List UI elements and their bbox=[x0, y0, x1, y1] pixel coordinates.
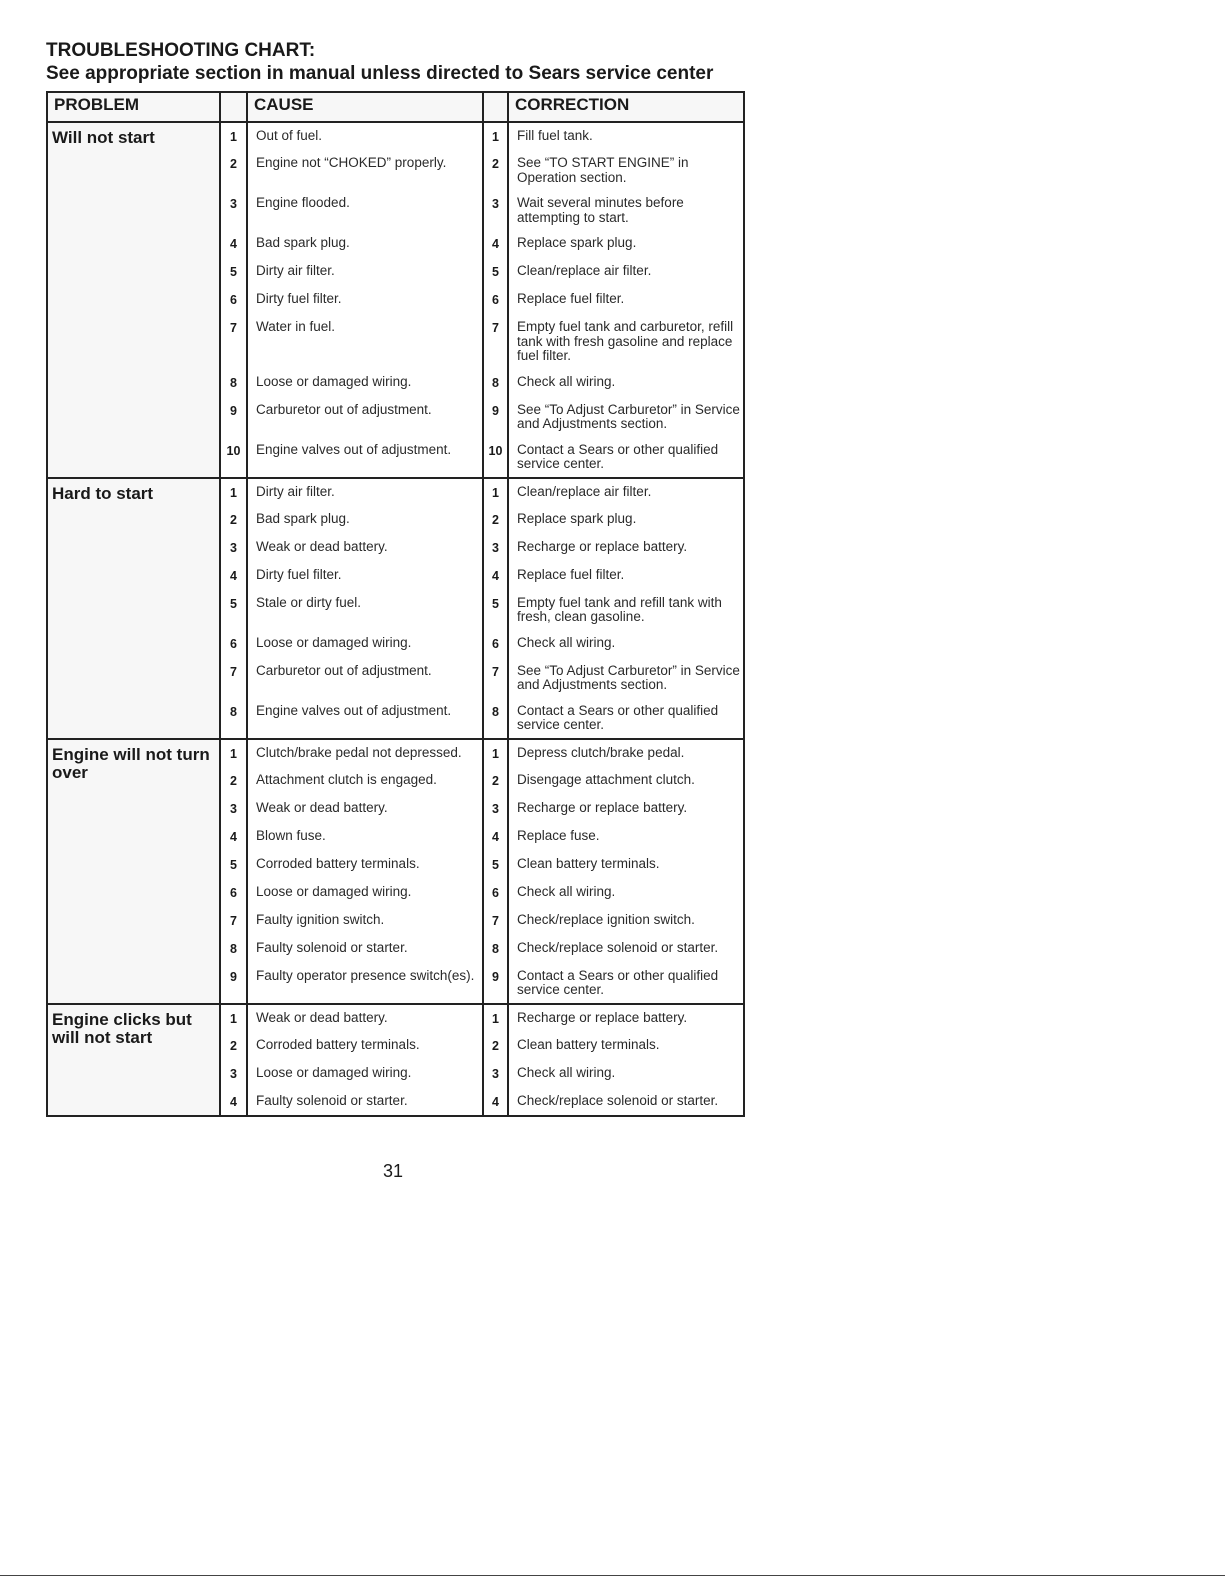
cause-cell: Attachment clutch is engaged. bbox=[247, 767, 483, 795]
cause-number: 5 bbox=[220, 590, 247, 630]
correction-number: 5 bbox=[483, 258, 508, 286]
correction-number: 2 bbox=[483, 1032, 508, 1060]
cause-number: 3 bbox=[220, 534, 247, 562]
page-number: 31 bbox=[382, 1161, 404, 1181]
cause-cell: Dirty fuel filter. bbox=[247, 562, 483, 590]
correction-cell: Replace spark plug. bbox=[508, 230, 744, 258]
correction-number: 10 bbox=[483, 437, 508, 478]
correction-cell: Recharge or replace battery. bbox=[508, 534, 744, 562]
cause-cell: Water in fuel. bbox=[247, 314, 483, 369]
correction-number: 1 bbox=[483, 122, 508, 150]
correction-number: 2 bbox=[483, 506, 508, 534]
correction-cell: Depress clutch/brake pedal. bbox=[508, 739, 744, 767]
cause-number: 1 bbox=[220, 122, 247, 150]
cause-cell: Dirty air filter. bbox=[247, 478, 483, 506]
correction-cell: Contact a Sears or other qualified service center. bbox=[508, 437, 744, 478]
cause-number: 4 bbox=[220, 1088, 247, 1116]
correction-cell: Check/replace solenoid or starter. bbox=[508, 1088, 744, 1116]
cause-cell: Weak or dead battery. bbox=[247, 795, 483, 823]
correction-cell: Recharge or replace battery. bbox=[508, 795, 744, 823]
correction-number: 1 bbox=[483, 1004, 508, 1032]
cause-cell: Faulty solenoid or starter. bbox=[247, 935, 483, 963]
cause-cell: Corroded battery terminals. bbox=[247, 851, 483, 879]
cause-number: 3 bbox=[220, 795, 247, 823]
correction-number: 4 bbox=[483, 823, 508, 851]
cause-cell: Faulty operator presence switch(es). bbox=[247, 963, 483, 1004]
correction-number: 8 bbox=[483, 935, 508, 963]
correction-cell: Replace fuse. bbox=[508, 823, 744, 851]
correction-cell: Wait several minutes before attempting to start. bbox=[508, 190, 744, 230]
cause-number: 1 bbox=[220, 1004, 247, 1032]
header-correction: CORRECTION bbox=[508, 92, 744, 122]
correction-cell: Check all wiring. bbox=[508, 1060, 744, 1088]
header-cause-number bbox=[220, 92, 247, 122]
cause-cell: Clutch/brake pedal not depressed. bbox=[247, 739, 483, 767]
troubleshooting-table bbox=[46, 91, 745, 1117]
correction-cell: Check/replace ignition switch. bbox=[508, 907, 744, 935]
correction-number: 4 bbox=[483, 1088, 508, 1116]
cause-number: 2 bbox=[220, 1032, 247, 1060]
correction-number: 2 bbox=[483, 767, 508, 795]
chart-title: TROUBLESHOOTING CHART: bbox=[46, 40, 316, 61]
cause-number: 4 bbox=[220, 562, 247, 590]
correction-number: 3 bbox=[483, 1060, 508, 1088]
cause-number: 5 bbox=[220, 851, 247, 879]
cause-cell: Out of fuel. bbox=[247, 122, 483, 150]
correction-cell: See “To Adjust Carburetor” in Service and Adjustments section. bbox=[508, 658, 744, 698]
cause-cell: Blown fuse. bbox=[247, 823, 483, 851]
cause-cell: Stale or dirty fuel. bbox=[247, 590, 483, 630]
cause-cell: Dirty air filter. bbox=[247, 258, 483, 286]
cause-number: 9 bbox=[220, 963, 247, 1004]
header-cause: CAUSE bbox=[247, 92, 483, 122]
cause-cell: Dirty fuel filter. bbox=[247, 286, 483, 314]
cause-cell: Weak or dead battery. bbox=[247, 1004, 483, 1032]
correction-cell: Replace fuel filter. bbox=[508, 562, 744, 590]
header-correction-number bbox=[483, 92, 508, 122]
cause-number: 2 bbox=[220, 767, 247, 795]
correction-cell: Check/replace solenoid or starter. bbox=[508, 935, 744, 963]
cause-cell: Faulty ignition switch. bbox=[247, 907, 483, 935]
correction-cell: Check all wiring. bbox=[508, 630, 744, 658]
cause-number: 2 bbox=[220, 150, 247, 190]
cause-number: 3 bbox=[220, 1060, 247, 1088]
cause-cell: Bad spark plug. bbox=[247, 506, 483, 534]
table-row bbox=[47, 1004, 744, 1032]
correction-cell: Empty fuel tank and refill tank with fresh, clean gasoline. bbox=[508, 590, 744, 630]
correction-number: 2 bbox=[483, 150, 508, 190]
correction-cell: Replace spark plug. bbox=[508, 506, 744, 534]
correction-cell: Clean battery terminals. bbox=[508, 1032, 744, 1060]
correction-number: 7 bbox=[483, 658, 508, 698]
problem-cell: Hard to start bbox=[47, 478, 220, 739]
header-problem: PROBLEM bbox=[47, 92, 220, 122]
cause-number: 3 bbox=[220, 190, 247, 230]
cause-number: 7 bbox=[220, 314, 247, 369]
cause-number: 8 bbox=[220, 698, 247, 739]
cause-number: 8 bbox=[220, 935, 247, 963]
correction-cell: Check all wiring. bbox=[508, 879, 744, 907]
cause-number: 8 bbox=[220, 369, 247, 397]
correction-cell: Empty fuel tank and carburetor, refill tank with fresh gasoline and replace fuel filter. bbox=[508, 314, 744, 369]
problem-cell: Engine will not turn over bbox=[47, 739, 220, 1004]
cause-cell: Carburetor out of adjustment. bbox=[247, 397, 483, 437]
correction-cell: Clean/replace air filter. bbox=[508, 478, 744, 506]
cause-number: 1 bbox=[220, 478, 247, 506]
cause-number: 10 bbox=[220, 437, 247, 478]
cause-number: 7 bbox=[220, 658, 247, 698]
cause-number: 4 bbox=[220, 823, 247, 851]
cause-cell: Corroded battery terminals. bbox=[247, 1032, 483, 1060]
correction-cell: See “TO START ENGINE” in Operation section. bbox=[508, 150, 744, 190]
cause-number: 6 bbox=[220, 286, 247, 314]
cause-cell: Engine not “CHOKED” properly. bbox=[247, 150, 483, 190]
cause-cell: Weak or dead battery. bbox=[247, 534, 483, 562]
correction-number: 7 bbox=[483, 314, 508, 369]
cause-number: 9 bbox=[220, 397, 247, 437]
problem-cell: Engine clicks but will not start bbox=[47, 1004, 220, 1116]
correction-number: 1 bbox=[483, 739, 508, 767]
cause-number: 6 bbox=[220, 879, 247, 907]
problem-cell: Will not start bbox=[47, 122, 220, 478]
correction-number: 3 bbox=[483, 190, 508, 230]
cause-cell: Bad spark plug. bbox=[247, 230, 483, 258]
correction-cell: Check all wiring. bbox=[508, 369, 744, 397]
correction-number: 3 bbox=[483, 534, 508, 562]
correction-number: 6 bbox=[483, 879, 508, 907]
correction-number: 3 bbox=[483, 795, 508, 823]
cause-cell: Loose or damaged wiring. bbox=[247, 879, 483, 907]
cause-number: 2 bbox=[220, 506, 247, 534]
table-row bbox=[47, 739, 744, 767]
correction-number: 5 bbox=[483, 590, 508, 630]
cause-number: 4 bbox=[220, 230, 247, 258]
correction-number: 9 bbox=[483, 963, 508, 1004]
correction-cell: Recharge or replace battery. bbox=[508, 1004, 744, 1032]
correction-number: 1 bbox=[483, 478, 508, 506]
correction-number: 8 bbox=[483, 698, 508, 739]
correction-cell: Replace fuel filter. bbox=[508, 286, 744, 314]
bottom-divider bbox=[0, 1575, 1225, 1576]
correction-cell: Clean battery terminals. bbox=[508, 851, 744, 879]
correction-number: 4 bbox=[483, 230, 508, 258]
cause-cell: Faulty solenoid or starter. bbox=[247, 1088, 483, 1116]
chart-subtitle: See appropriate section in manual unless directed to Sears service center bbox=[46, 63, 714, 84]
correction-cell: Clean/replace air filter. bbox=[508, 258, 744, 286]
correction-number: 5 bbox=[483, 851, 508, 879]
correction-cell: Fill fuel tank. bbox=[508, 122, 744, 150]
cause-cell: Loose or damaged wiring. bbox=[247, 369, 483, 397]
cause-cell: Loose or damaged wiring. bbox=[247, 1060, 483, 1088]
correction-number: 6 bbox=[483, 630, 508, 658]
cause-number: 1 bbox=[220, 739, 247, 767]
cause-number: 6 bbox=[220, 630, 247, 658]
table-header-row bbox=[47, 92, 744, 122]
cause-number: 7 bbox=[220, 907, 247, 935]
table-body bbox=[47, 122, 744, 1116]
cause-cell: Engine valves out of adjustment. bbox=[247, 437, 483, 478]
table-row bbox=[47, 478, 744, 506]
table-row bbox=[47, 122, 744, 150]
cause-cell: Loose or damaged wiring. bbox=[247, 630, 483, 658]
correction-number: 4 bbox=[483, 562, 508, 590]
correction-number: 9 bbox=[483, 397, 508, 437]
correction-number: 6 bbox=[483, 286, 508, 314]
cause-cell: Engine valves out of adjustment. bbox=[247, 698, 483, 739]
cause-number: 5 bbox=[220, 258, 247, 286]
correction-cell: Disengage attachment clutch. bbox=[508, 767, 744, 795]
cause-cell: Engine flooded. bbox=[247, 190, 483, 230]
correction-cell: Contact a Sears or other qualified service center. bbox=[508, 698, 744, 739]
correction-number: 7 bbox=[483, 907, 508, 935]
correction-cell: See “To Adjust Carburetor” in Service and Adjustments section. bbox=[508, 397, 744, 437]
correction-number: 8 bbox=[483, 369, 508, 397]
cause-cell: Carburetor out of adjustment. bbox=[247, 658, 483, 698]
correction-cell: Contact a Sears or other qualified service center. bbox=[508, 963, 744, 1004]
